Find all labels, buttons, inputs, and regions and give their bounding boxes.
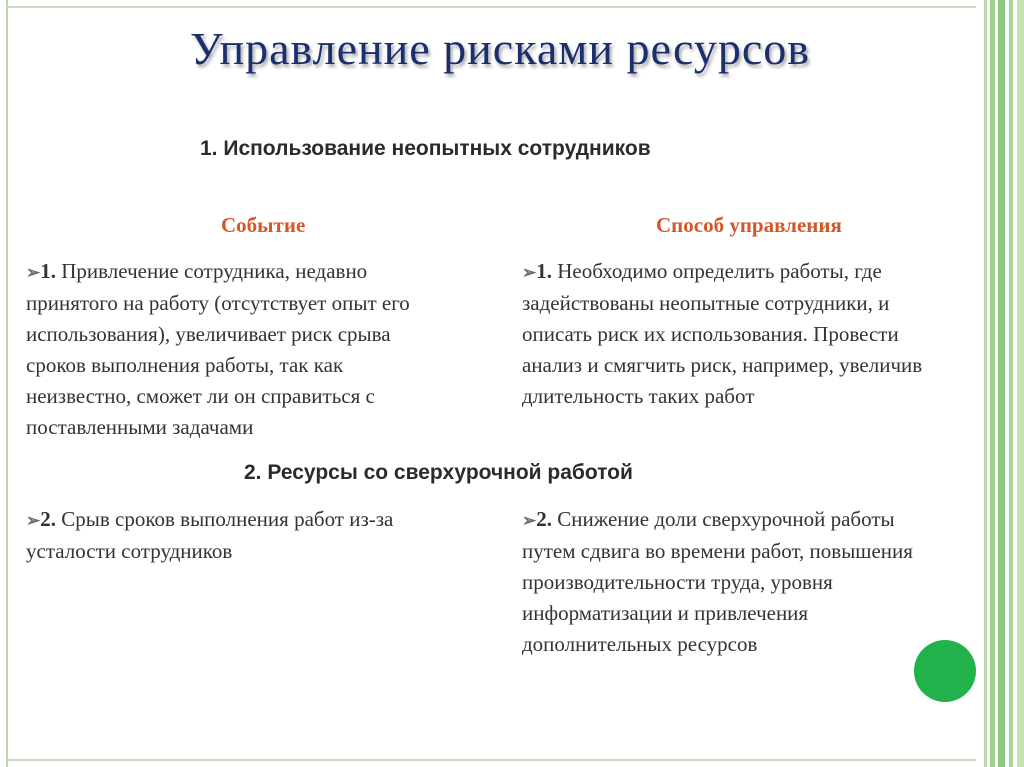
- text-line: анализ и смягчить риск, например, увеличив: [522, 353, 923, 377]
- text-line: ➢1. Необходимо определить работы, где: [522, 259, 882, 283]
- text-line: путем сдвига во времени работ, повышения: [522, 539, 913, 563]
- item-number: 1.: [40, 259, 56, 283]
- section-1-heading: 1. Использование неопытных сотрудников: [200, 137, 651, 160]
- text-line: длительность таких работ: [522, 384, 755, 408]
- text-line: поставленными задачами: [26, 415, 254, 439]
- bottom-frame-line: [6, 759, 1024, 761]
- top-frame-line: [6, 6, 1024, 8]
- left-frame-line: [6, 0, 8, 767]
- text-line: описать риск их использования. Провести: [522, 322, 899, 346]
- section-2-event-text: [26, 504, 506, 567]
- text-line: ➢1. Привлечение сотрудника, недавно: [26, 259, 368, 283]
- item-number: 2.: [40, 507, 56, 531]
- text-line: производительности труда, уровня: [522, 570, 833, 594]
- item-number: 1.: [536, 259, 552, 283]
- section-2-method-text: [522, 504, 1014, 660]
- item-number: 2.: [536, 507, 552, 531]
- section-1-event-text: [26, 256, 506, 443]
- event-column-heading: Событие: [221, 213, 306, 237]
- green-circle-decoration: [914, 640, 976, 702]
- method-column-heading: Способ управления: [656, 213, 842, 237]
- text-line: дополнительных ресурсов: [522, 632, 758, 656]
- section-2-heading: 2. Ресурсы со сверхурочной работой: [244, 461, 633, 484]
- text-line: ➢2. Срыв сроков выполнения работ из-за: [26, 507, 394, 531]
- section-1-method-text: [522, 256, 1014, 412]
- text-line: сроков выполнения работы, так как: [26, 353, 344, 377]
- arrow-bullet-icon: ➢: [26, 263, 41, 282]
- arrow-bullet-icon: ➢: [522, 263, 537, 282]
- text-line: усталости сотрудников: [26, 539, 233, 563]
- text-line: принятого на работу (отсутствует опыт его: [26, 291, 410, 315]
- arrow-bullet-icon: ➢: [522, 511, 537, 530]
- page-title: Управление рисками ресурсов: [189, 23, 811, 74]
- text-line: задействованы неопытные сотрудники, и: [522, 291, 890, 315]
- text-line: ➢2. Снижение доли сверхурочной работы: [522, 507, 895, 531]
- text-line: неизвестно, сможет ли он справиться с: [26, 384, 375, 408]
- text-line: использования), увеличивает риск срыва: [26, 322, 391, 346]
- text-line: информатизации и привлечения: [522, 601, 809, 625]
- arrow-bullet-icon: ➢: [26, 511, 41, 530]
